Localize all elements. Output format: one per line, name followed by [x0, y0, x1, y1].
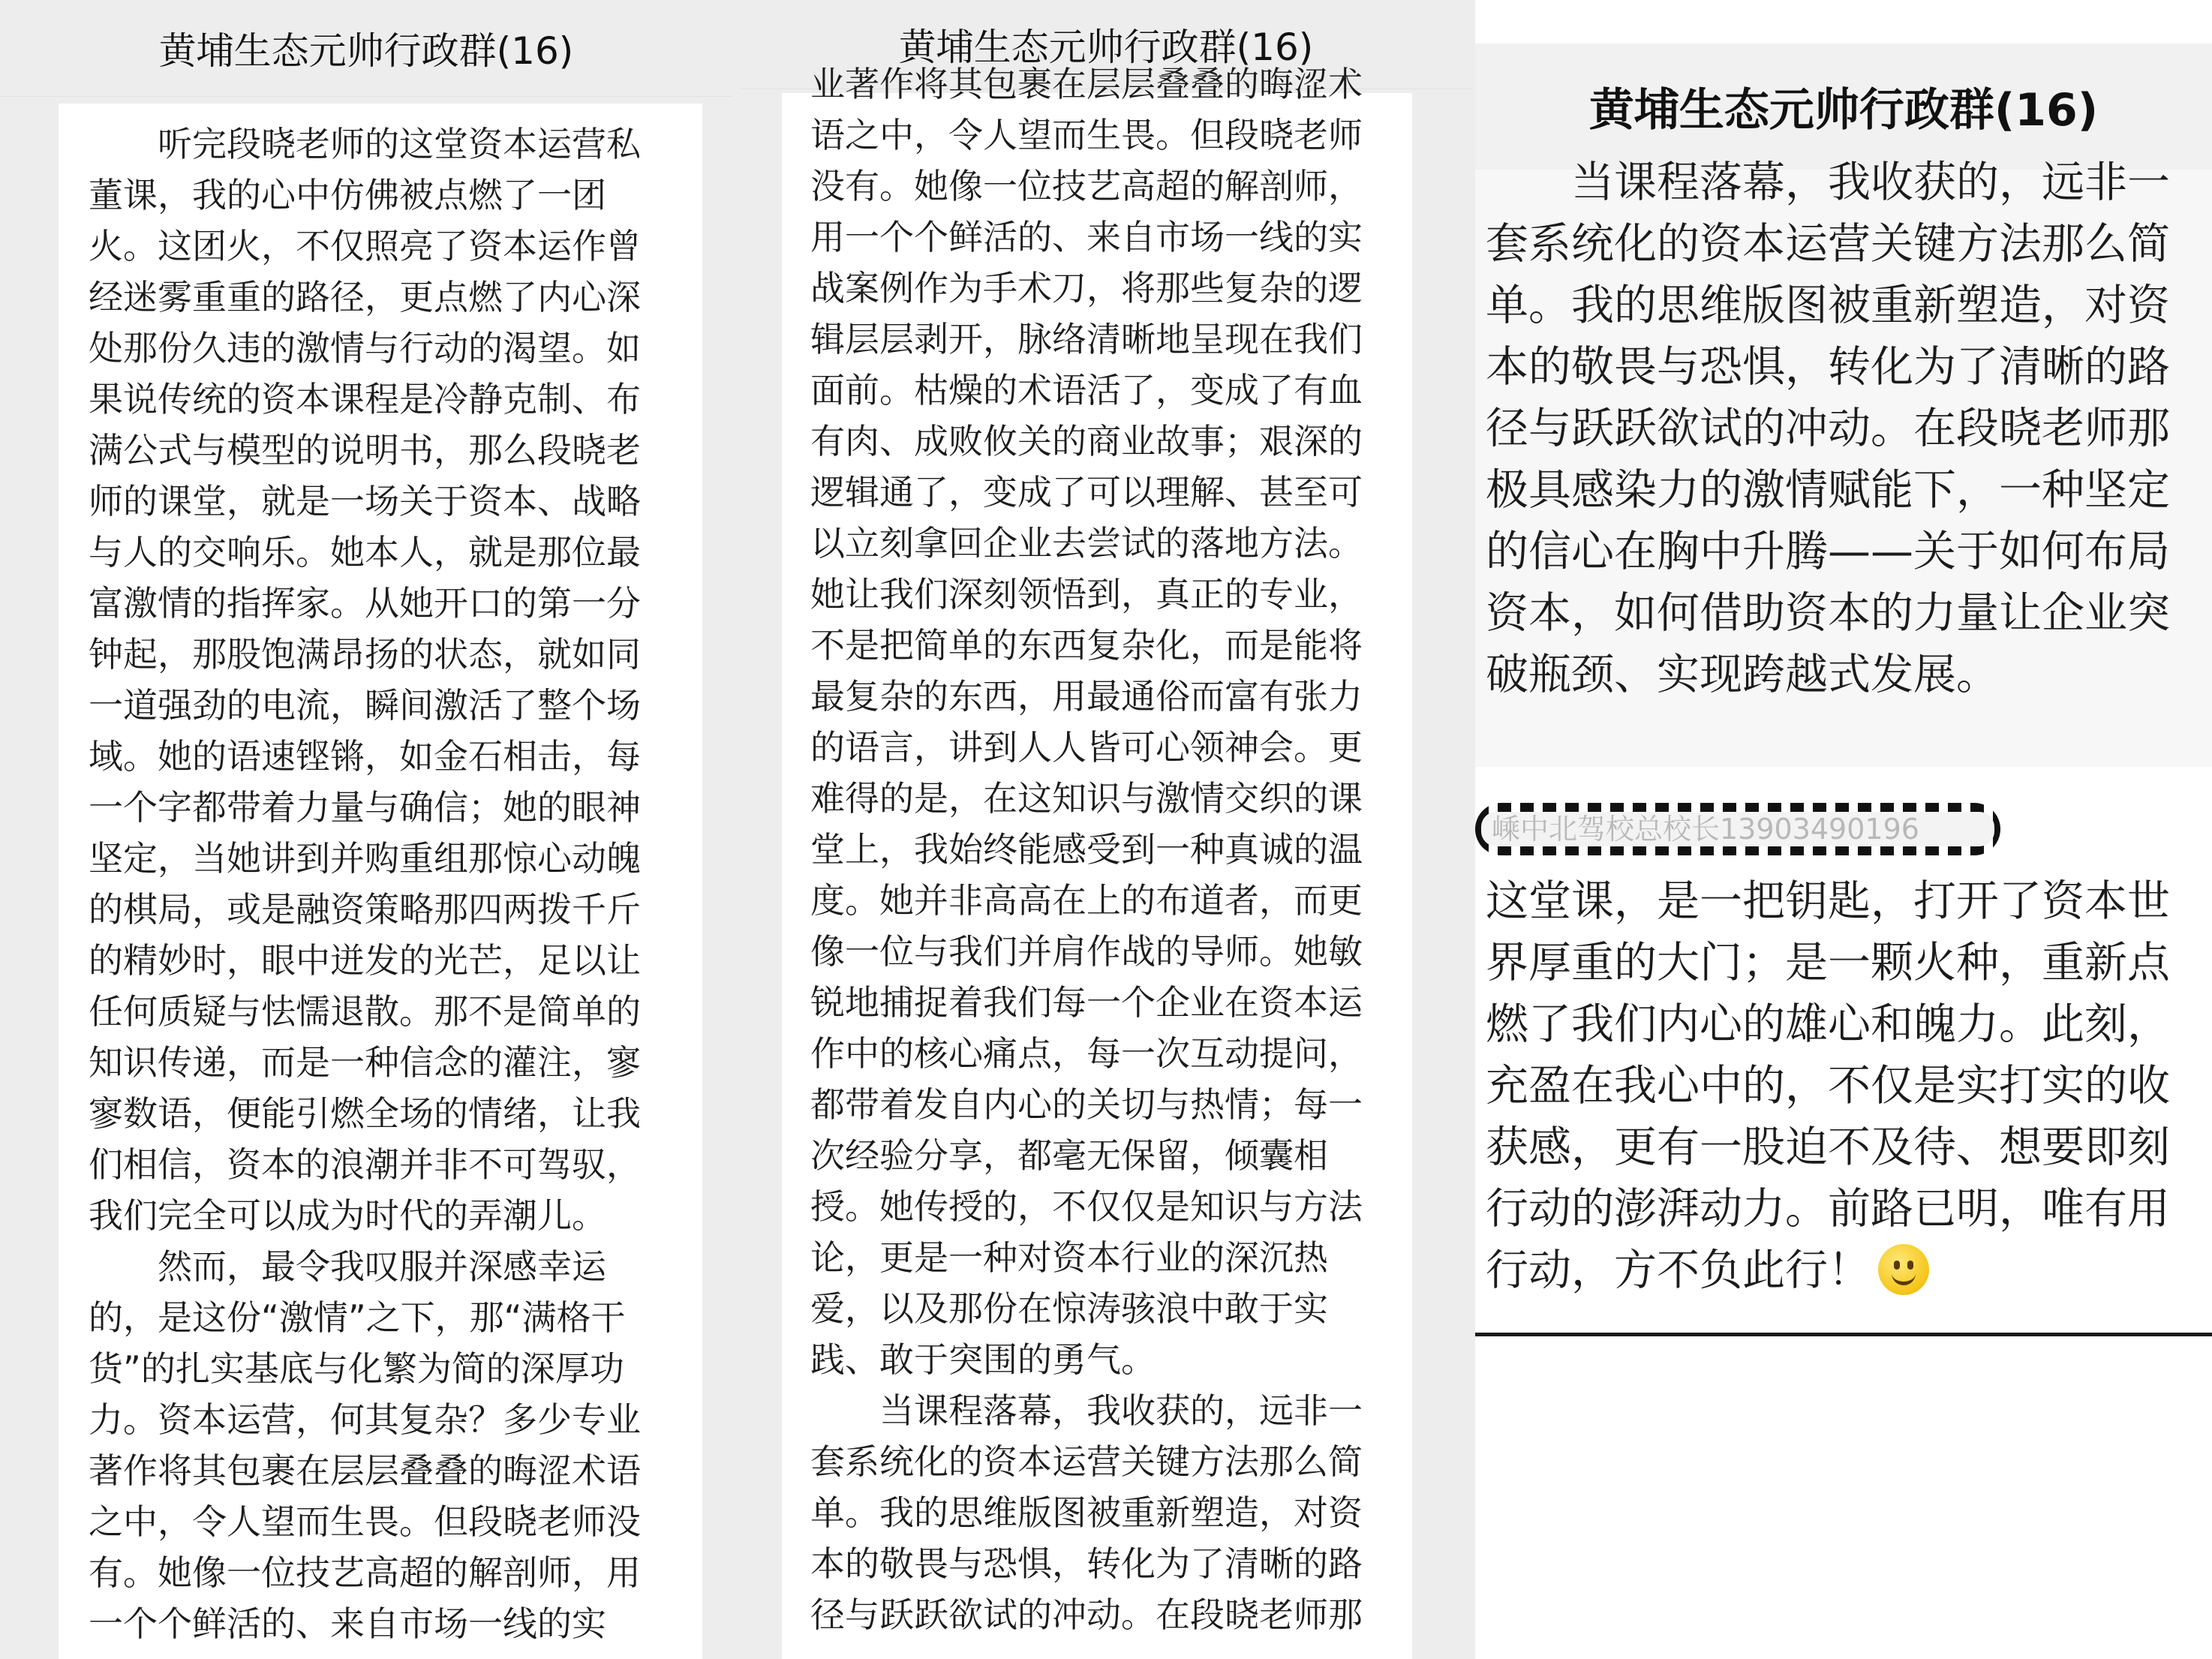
message-bubble: [782, 64, 1412, 1659]
chat-screenshot-right: [1475, 0, 2212, 1659]
chat-header: [0, 0, 732, 97]
chat-header: [1475, 44, 2212, 170]
message-paragraph: 当课程落幕，我收获的，远非一套系统化的资本运营关键方法那么简单。我的思维版图被重新塑造，对资本的敬畏与恐惧，转化为了清晰的路径与跃跃欲试的冲动。在段晓老师那: [810, 1390, 1363, 1635]
message-bubble: [1475, 158, 2212, 767]
group-title: 黄埔生态元帅行政群(16): [158, 29, 574, 73]
message-paragraph: 当课程落幕，我收获的，远非一套系统化的资本运营关键方法那么简单。我的思维版图被重新塑造，对资本的敬畏与恐惧，转化为了清晰的路径与跃跃欲试的冲动。在段晓老师那极具感染力的激情赋能下，一种坚定的信心在胸中升腾——关于如何布局资本，如何借助资本的力量让企业突破瓶颈、实现跨越式发展。: [1486, 158, 2170, 699]
group-title: 黄埔生态元帅行政群(16): [1588, 84, 2099, 137]
message-paragraph: 听完段晓老师的这堂资本运营私董课，我的心中仿佛被点燃了一团火。这团火，不仅照亮了资本运作曾经迷雾重重的路径，更点燃了内心深处那份久违的激情与行动的渴望。如果说传统的资本课程是冷静克制、布满公式与模型的说明书，那么段晓老师的课堂，就是一场关于资本、战略与人的交响乐。她本人，就是那位最富激情的指挥家。从她开口的第一分钟起，那股饱满昂扬的状态，就如同一道强劲的电流，瞬间激活了整个场域。她的语速铿锵，如金石相击，每一个字都带着力量与确信；她的眼神坚定，当她讲到并购重组那惊心动魄的棋局，或是融资策略那四两拨千斤的精妙时，眼中迸发的光芒，足以让任何质疑与怯懦退散。那不是简单的知识传递，而是一种信念的灌注，寥寥数语，便能引燃全场的情绪，让我们相信，资本的浪潮并非不可驾驭，我们完全可以成为时代的弄潮儿。: [89, 124, 641, 1236]
message-gap: [1475, 767, 2212, 795]
sender-name: 嵊中北驾校总校长13903490196: [1481, 812, 1994, 846]
empty-area: [1475, 1336, 2212, 1659]
group-title: 黄埔生态元帅行政群(16): [898, 26, 1314, 69]
top-strip: [1475, 0, 2212, 44]
message-paragraph: 业著作将其包裹在层层叠叠的晦涩术语之中，令人望而生畏。但段晓老师没有。她像一位技艺高超的解剖师，用一个个鲜活的、来自市场一线的实战案例作为手术刀，将那些复杂的逻辑层层剥开，脉络清晰地呈现在我们面前。枯燥的术语活了，变成了有血有肉、成败攸关的商业故事；艰深的逻辑通了，变成了可以理解、甚至可以立刻拿回企业去尝试的落地方法。她让我们深刻领悟到，真正的专业，不是把简单的东西复杂化，而是能将最复杂的东西，用最通俗而富有张力的语言，讲到人人皆可心领神会。更难得的是，在这知识与激情交织的课堂上，我始终能感受到一种真诚的温度。她并非高高在上的布道者，而更像一位与我们并肩作战的导师。她敏锐地捕捉着我们每一个企业在资本运作中的核心痛点，每一次互动提问，都带着发自内心的关切与热情；每一次经验分享，都毫无保留，倾囊相授。她传授的，不仅仅是知识与方法论，更是一种对资本行业的深沉热爱，以及那份在惊涛骇浪中敢于实践、敢于突围的勇气。: [810, 64, 1363, 1380]
message-bubble: [59, 104, 702, 1659]
smiley-face-icon: [1878, 1244, 1929, 1295]
message-paragraph: 然而，最令我叹服并深感幸运的，是这份“激情”之下，那“满格干货”的扎实基底与化繁为简的深厚功力。资本运营，何其复杂？多少专业著作将其包裹在层层叠叠的晦涩术语之中，令人望而生畏。但段晓老师没有。她像一位技艺高超的解剖师，用一个个鲜活的、来自市场一线的实: [89, 1246, 641, 1644]
chat-screenshot-middle: [740, 0, 1472, 1659]
message-bubble: [1475, 870, 2212, 1328]
message-text: 这堂课，是一把钥匙，打开了资本世界厚重的大门；是一颗火种，重新点燃了我们内心的雄心和魄力。此刻，充盈在我心中的，不仅是实打实的收获感，更有一股迫不及待、想要即刻行动的澎湃动力。前路已明，唯有用行动，方不负此行！: [1486, 876, 2170, 1295]
message-paragraph: [1486, 870, 2198, 1301]
chat-screenshot-left: [0, 0, 732, 1659]
sender-name-highlight[interactable]: [1475, 803, 2000, 855]
